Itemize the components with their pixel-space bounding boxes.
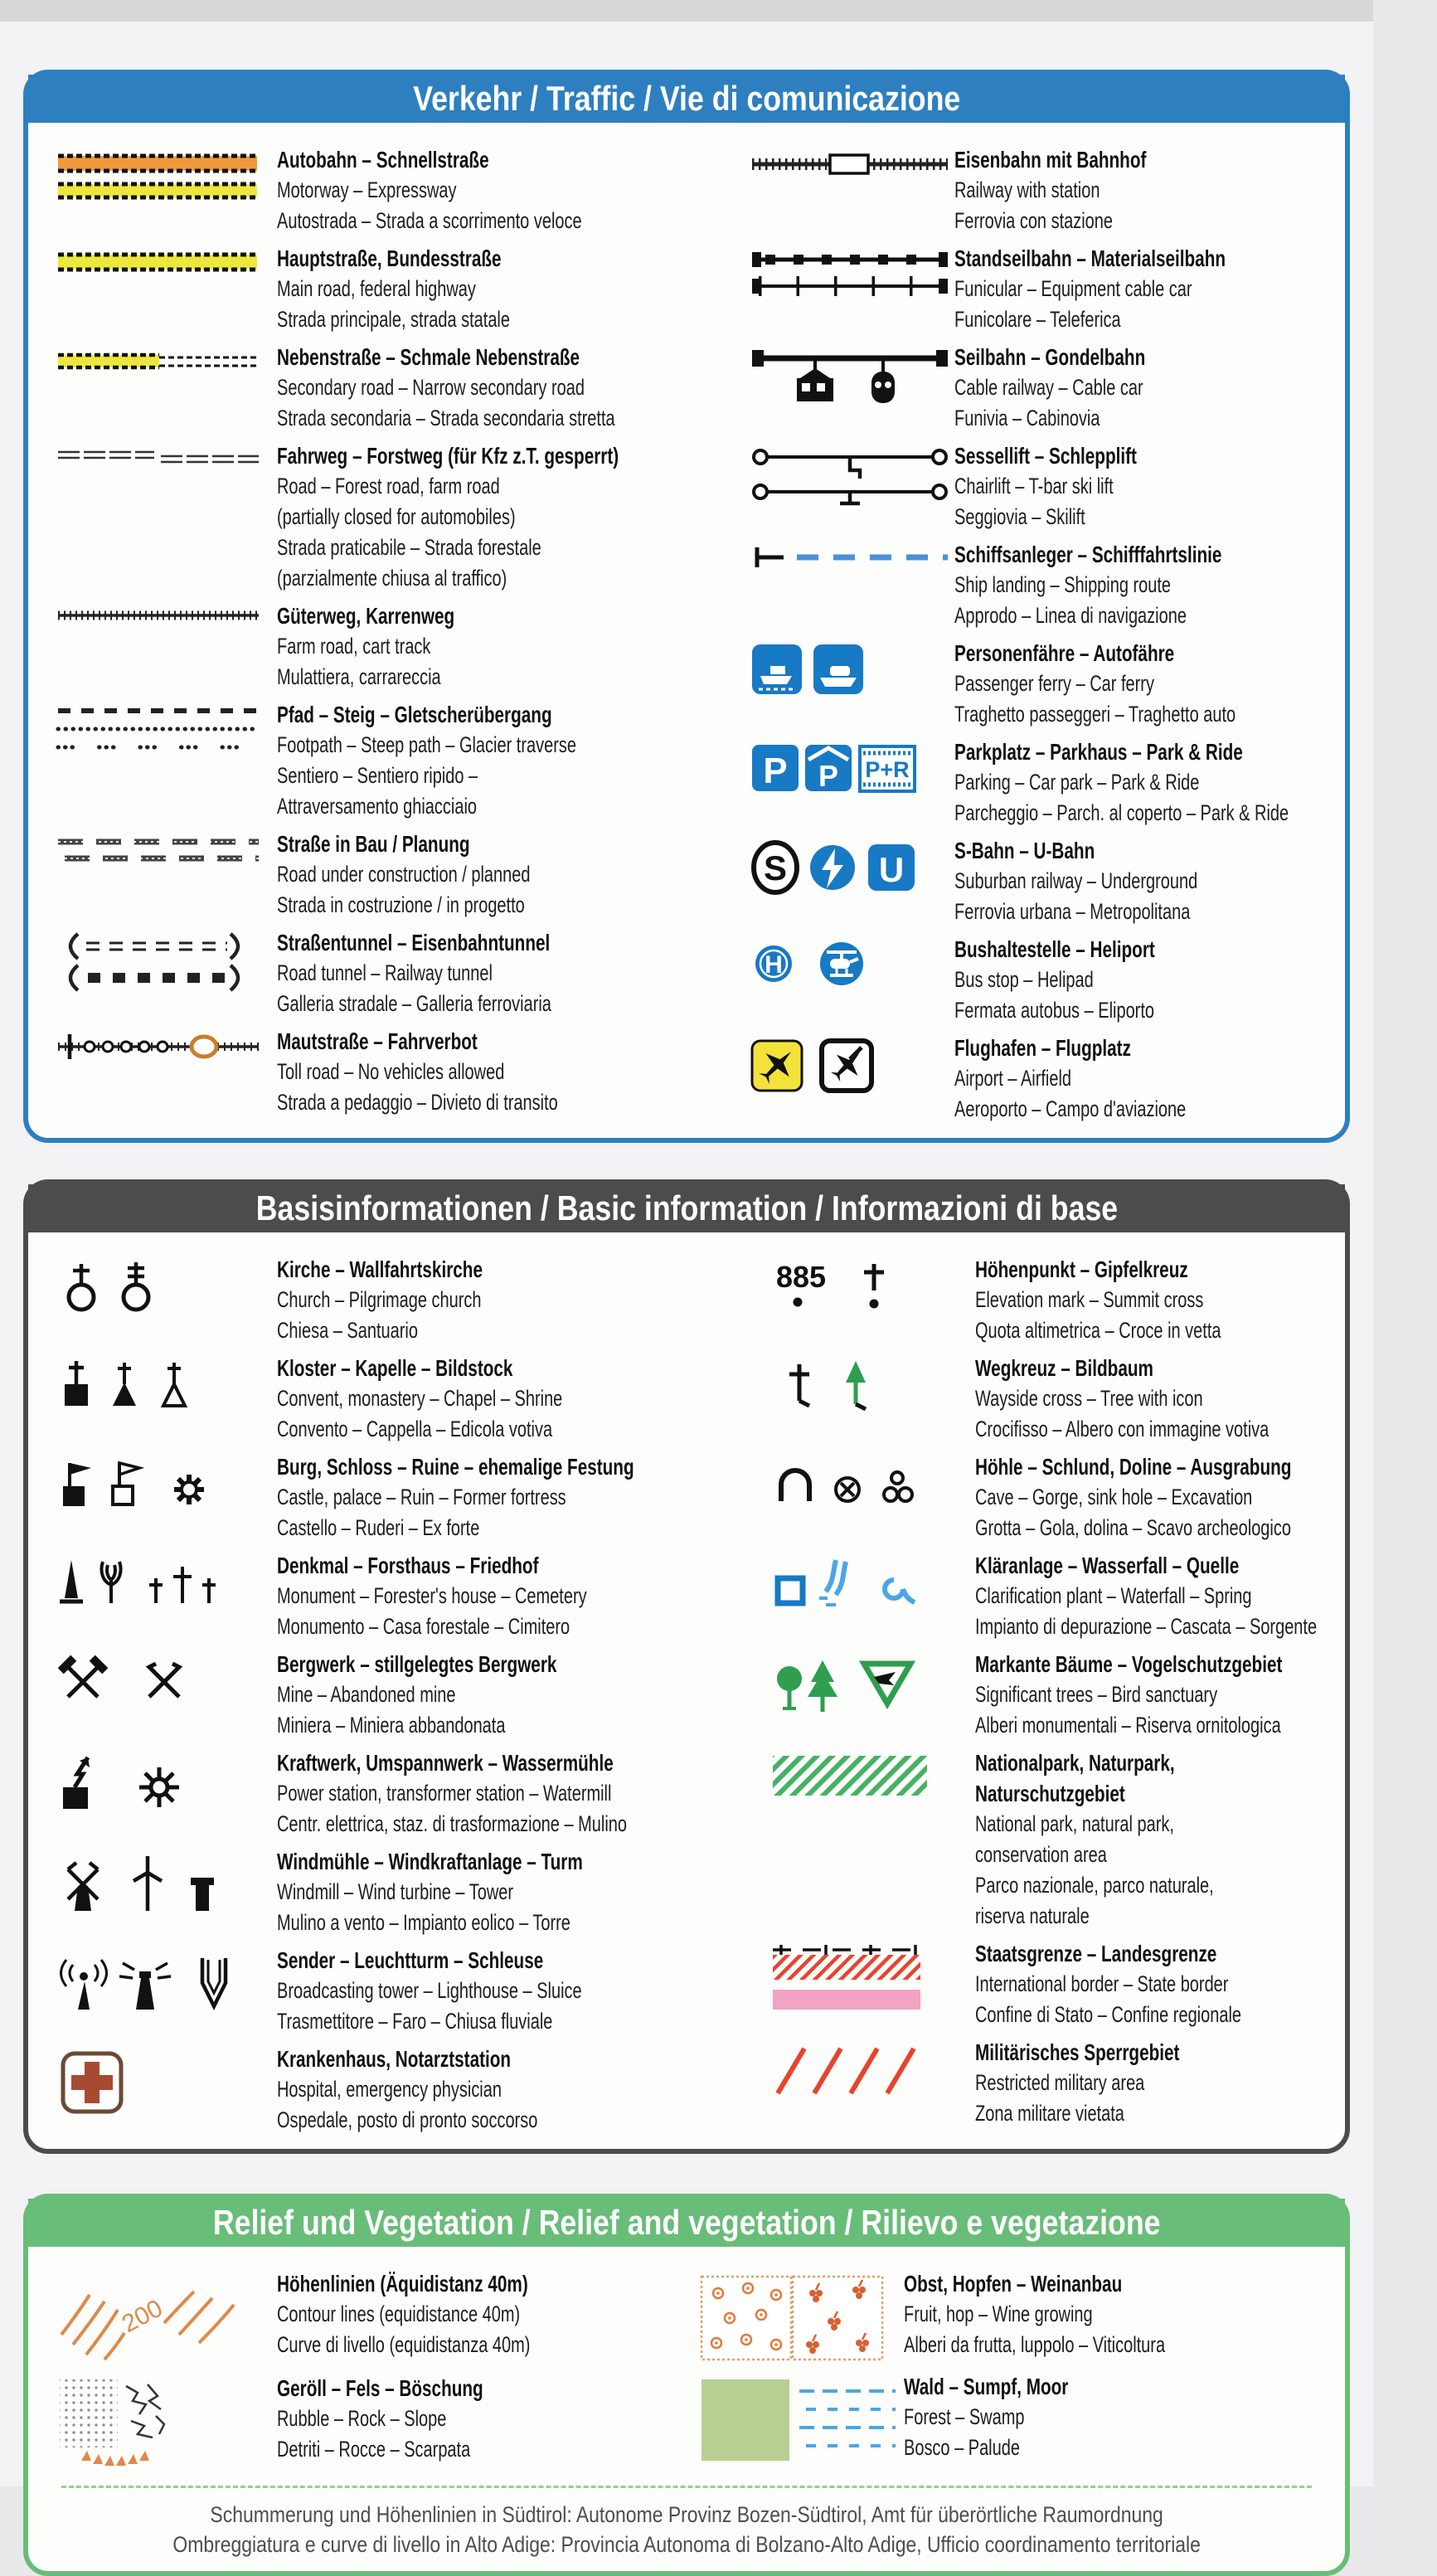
entry-line: Farm road, cart track	[277, 634, 431, 659]
traffic-panel-header	[28, 75, 1345, 123]
secondary-road-icon	[28, 342, 277, 375]
sbahn-ubahn-icon	[739, 835, 954, 895]
entry-line: Elevation mark – Summit cross	[974, 1287, 1204, 1312]
entry-line: Windmill – Wind turbine – Tower	[277, 1879, 514, 1904]
basic-info-panel-title: Basisinformationen / Basic information / Informazioni di base	[255, 1188, 1118, 1227]
svg-text:P: P	[818, 759, 838, 793]
entry-term: Bushaltestelle – Heliport	[954, 936, 1155, 962]
state-border-icon	[760, 1938, 975, 2013]
entry-term: Militärisches Sperrgebiet	[974, 2039, 1180, 2065]
entry-term: Staatsgrenze – Landesgrenze	[974, 1941, 1217, 1966]
military-area-icon	[760, 2037, 975, 2100]
legend-entry-clarification-plant	[760, 1550, 1437, 1642]
footnote-line-de: Schummerung und Höhenlinien in Südtirol: Autonome Provinz Bozen-Südtirol, Amt für überörtliche Raumordnung	[210, 2502, 1163, 2527]
entry-term: S-Bahn – U-Bahn	[954, 838, 1095, 863]
entry-term: Sessellift – Schlepplift	[954, 443, 1137, 469]
legend-entry-castle	[28, 1451, 760, 1543]
entry-line: Passenger ferry – Car ferry	[954, 671, 1154, 696]
transmitter-lighthouse-sluice-icon	[28, 1945, 277, 2015]
entry-line: Ferrovia con stazione	[954, 208, 1113, 233]
entry-line: Ferrovia urbana – Metropolitana	[954, 899, 1191, 924]
toll-road-icon	[28, 1026, 277, 1062]
entry-term: Straßentunnel – Eisenbahntunnel	[277, 930, 551, 955]
scan-edge-strip	[0, 0, 1373, 22]
legend-entry-hospital	[28, 2044, 760, 2136]
relief-left-column	[28, 2268, 688, 2476]
entry-line: Traghetto passeggeri – Traghetto auto	[954, 702, 1236, 727]
entry-line: Alberi da frutta, luppolo – Viticoltura	[904, 2332, 1166, 2357]
legend-entry-railway	[739, 144, 1406, 236]
legend-entry-funicular	[739, 243, 1406, 335]
entry-line: Crocifisso – Albero con immagine votiva	[974, 1417, 1270, 1441]
entry-line: Contour lines (equidistance 40m)	[277, 2301, 521, 2326]
entry-term: Höhenlinien (Äquidistanz 40m)	[277, 2271, 528, 2297]
entry-term: Kloster – Kapelle – Bildstock	[277, 1355, 513, 1381]
entry-line: Parco nazionale, parco naturale,	[974, 1873, 1214, 1898]
entry-term: Autobahn – Schnellstraße	[277, 147, 489, 173]
traffic-panel-title: Verkehr / Traffic / Vie di comunicazione	[412, 79, 961, 118]
castle-ruin-fortress-icon	[28, 1451, 277, 1514]
entry-term: Wegkreuz – Bildbaum	[974, 1355, 1153, 1381]
svg-text:S: S	[763, 848, 787, 887]
autobahn-motorway-icon	[28, 144, 277, 204]
entry-line: Castello – Ruderi – Ex forte	[277, 1515, 480, 1540]
entry-line: Attraversamento ghiacciaio	[277, 794, 477, 819]
basic-left-column	[28, 1254, 760, 2136]
entry-line: Wayside cross – Tree with icon	[974, 1386, 1203, 1411]
contour-lines-icon	[28, 2268, 277, 2366]
legend-entry-power-station	[28, 1747, 760, 1840]
entry-line: Monumento – Casa forestale – Cimitero	[277, 1614, 570, 1639]
basic-info-panel-header	[28, 1184, 1345, 1232]
entry-term: Kirche – Wallfahrtskirche	[277, 1256, 483, 1282]
footpath-icon	[28, 699, 277, 756]
legend-entry-transmitter	[28, 1945, 760, 2037]
entry-term: Höhenpunkt – Gipfelkreuz	[974, 1256, 1188, 1282]
entry-line: Railway with station	[954, 177, 1100, 202]
legend-entry-windmill	[28, 1846, 760, 1938]
legend-entry-footpath	[28, 699, 739, 822]
entry-line: Main road, federal highway	[277, 276, 476, 301]
entry-term: Nebenstraße – Schmale Nebenstraße	[277, 344, 580, 370]
legend-entry-airport	[739, 1033, 1406, 1125]
svg-text:U: U	[878, 850, 905, 889]
legend-entry-chairlift	[739, 440, 1406, 532]
national-park-icon	[760, 1747, 975, 1799]
legend-entry-forest-swamp	[688, 2371, 1345, 2466]
entry-line: Strada praticabile – Strada forestale	[277, 535, 541, 560]
entry-line: Grotta – Gola, dolina – Scavo archeologico	[974, 1515, 1291, 1540]
entry-term: Krankenhaus, Notarztstation	[277, 2046, 512, 2072]
legend-entry-trees-bird-sanctuary	[760, 1649, 1437, 1741]
entry-term: Obst, Hopfen – Weinanbau	[904, 2271, 1123, 2297]
fruit-hop-wine-icon	[688, 2268, 904, 2365]
entry-line: Autostrada – Strada a scorrimento veloce	[277, 208, 582, 233]
relief-panel-header	[28, 2199, 1345, 2247]
entry-line: Significant trees – Bird sanctuary	[974, 1682, 1218, 1707]
traffic-right-column	[739, 144, 1406, 1125]
entry-line: Curve di livello (equidistanza 40m)	[277, 2332, 531, 2357]
ship-landing-icon	[739, 539, 954, 571]
entry-term: Sender – Leuchtturm – Schleuse	[277, 1947, 544, 1973]
entry-line: Impianto di depurazione – Cascata – Sorgente	[974, 1614, 1318, 1639]
legend-entry-ship-landing	[739, 539, 1406, 631]
entry-line: Centr. elettrica, staz. di trasformazione – Mulino	[277, 1811, 627, 1836]
entry-term: Markante Bäume – Vogelschutzgebiet	[974, 1651, 1283, 1677]
legend-entry-sbahn-ubahn	[739, 835, 1406, 927]
legend-entry-national-park	[760, 1747, 1437, 1932]
parking-icon	[739, 736, 954, 796]
cart-track-icon	[28, 600, 277, 625]
entry-line: (partially closed for automobiles)	[277, 504, 516, 529]
entry-line: Motorway – Expressway	[277, 177, 457, 202]
railway-with-station-icon	[739, 144, 954, 179]
monument-forester-cemetery-icon	[28, 1550, 277, 1613]
entry-line: Mulino a vento – Impianto eolico – Torre	[277, 1910, 570, 1935]
bus-stop-heliport-icon	[739, 934, 954, 989]
legend-entry-elevation	[760, 1254, 1437, 1346]
entry-line: Cave – Gorge, sink hole – Excavation	[974, 1485, 1253, 1509]
footnote	[61, 2486, 1312, 2559]
entry-line: Parcheggio – Parch. al coperto – Park & Ride	[954, 800, 1289, 825]
entry-line: Secondary road – Narrow secondary road	[277, 375, 585, 400]
entry-term: Kraftwerk, Umspannwerk – Wassermühle	[277, 1750, 614, 1776]
svg-text:P: P	[763, 751, 788, 791]
entry-term: Denkmal – Forsthaus – Friedhof	[277, 1553, 539, 1578]
windmill-turbine-tower-icon	[28, 1846, 277, 1914]
legend-entry-monument	[28, 1550, 760, 1642]
legend-entry-cave	[760, 1451, 1437, 1543]
tunnel-icon	[28, 927, 277, 992]
entry-term: Straße in Bau / Planung	[277, 831, 470, 857]
entry-line: Sentiero – Sentiero ripido –	[277, 763, 478, 788]
cave-doline-excavation-icon	[760, 1451, 975, 1509]
entry-term: Mautstraße – Fahrverbot	[277, 1028, 478, 1054]
entry-line: Toll road – No vehicles allowed	[277, 1059, 505, 1084]
entry-line: Footpath – Steep path – Glacier traverse	[277, 732, 576, 757]
legend-entry-church	[28, 1254, 760, 1346]
entry-line: Zona militare vietata	[974, 2101, 1124, 2126]
entry-term: Flughafen – Flugplatz	[954, 1035, 1131, 1061]
airport-icon	[739, 1033, 954, 1094]
legend-entry-military-area	[760, 2037, 1437, 2129]
ferry-icon	[739, 638, 954, 697]
legend-entry-main-road	[28, 243, 739, 335]
svg-text:885: 885	[775, 1260, 826, 1294]
entry-line: (parzialmente chiusa al traffico)	[277, 566, 507, 591]
entry-line: Strada a pedaggio – Divieto di transito	[277, 1090, 558, 1115]
legend-entry-bus-stop-heliport	[739, 934, 1406, 1026]
entry-term: Parkplatz – Parkhaus – Park & Ride	[954, 739, 1243, 765]
legend-entry-secondary-road	[28, 342, 739, 434]
traffic-panel	[23, 70, 1350, 1143]
entry-line: Strada in costruzione / in progetto	[277, 892, 525, 917]
cable-car-icon	[739, 342, 954, 416]
rubble-rock-slope-icon	[28, 2373, 277, 2476]
entry-line: Seggiovia – Skilift	[954, 504, 1085, 529]
legend-entry-autobahn	[28, 144, 739, 236]
entry-line: Road under construction / planned	[277, 862, 531, 887]
legend-entry-fruit-wine	[688, 2268, 1345, 2365]
entry-term: Höhle – Schlund, Doline – Ausgrabung	[974, 1454, 1292, 1480]
entry-line: Bosco – Palude	[904, 2435, 1020, 2460]
entry-line: Confine di Stato – Confine regionale	[974, 2002, 1241, 2027]
road-under-construction-icon	[28, 829, 277, 868]
clarification-waterfall-spring-icon	[760, 1550, 975, 1615]
legend-entry-ferry	[739, 638, 1406, 730]
legend-entry-mine	[28, 1649, 760, 1741]
entry-line: Rubble – Rock – Slope	[277, 2406, 447, 2431]
legend-entry-road-under-construction	[28, 829, 739, 921]
entry-line: Road – Forest road, farm road	[277, 474, 500, 498]
entry-term: Kläranlage – Wasserfall – Quelle	[974, 1553, 1240, 1578]
entry-line: Road tunnel – Railway tunnel	[277, 960, 493, 985]
entry-line: riserva naturale	[974, 1903, 1090, 1928]
entry-term: Burg, Schloss – Ruine – ehemalige Festung	[277, 1454, 634, 1480]
svg-text:200: 200	[117, 2294, 167, 2339]
entry-line: Clarification plant – Waterfall – Spring	[974, 1583, 1252, 1608]
relief-panel-title: Relief und Vegetation / Relief and vegetation / Rilievo e vegetazione	[212, 2203, 1161, 2242]
entry-line: International border – State border	[974, 1971, 1229, 1996]
entry-term: Naturschutzgebiet	[974, 1781, 1125, 1806]
basic-info-panel	[23, 1179, 1350, 2154]
legend-entry-parking	[739, 736, 1406, 829]
legend-entry-rubble-rock	[28, 2373, 688, 2476]
entry-line: Forest – Swamp	[904, 2404, 1025, 2429]
entry-term: Seilbahn – Gondelbahn	[954, 344, 1146, 370]
entry-line: Parking – Car park – Park & Ride	[954, 770, 1200, 795]
entry-term: Hauptstraße, Bundesstraße	[277, 245, 502, 271]
entry-line: Strada principale, strada statale	[277, 307, 510, 332]
chairlift-icon	[739, 440, 954, 507]
entry-line: Ospedale, posto di pronto soccorso	[277, 2107, 538, 2132]
hospital-icon	[28, 2044, 277, 2117]
traffic-left-column	[28, 144, 739, 1125]
power-station-watermill-icon	[28, 1747, 277, 1812]
entry-line: Castle, palace – Ruin – Former fortress	[277, 1485, 566, 1509]
mine-icon	[28, 1649, 277, 1705]
legend-entry-cart-track	[28, 600, 739, 693]
entry-term: Personenfähre – Autofähre	[954, 640, 1175, 666]
main-road-icon	[28, 243, 277, 276]
entry-line: Mine – Abandoned mine	[277, 1682, 456, 1707]
legend-entry-forest-road	[28, 440, 739, 594]
entry-line: Power station, transformer station – Watermill	[277, 1781, 612, 1806]
entry-term: Eisenbahn mit Bahnhof	[954, 147, 1147, 173]
entry-line: Quota altimetrica – Croce in vetta	[974, 1318, 1221, 1343]
entry-line: Trasmettitore – Faro – Chiusa fluviale	[277, 2009, 553, 2034]
entry-line: Strada secondaria – Strada secondaria stretta	[277, 406, 615, 430]
entry-term: Nationalpark, Naturpark,	[974, 1750, 1175, 1776]
entry-line: Restricted military area	[974, 2070, 1145, 2095]
entry-term: Standseilbahn – Materialseilbahn	[954, 245, 1226, 271]
footnote-line-it: Ombreggiatura e curve di livello in Alto Adige: Provincia Autonoma di Bolzano-Alto Adige, Ufficio coordinamento territoriale	[172, 2532, 1201, 2557]
entry-term: Wald – Sumpf, Moor	[904, 2374, 1069, 2399]
basic-right-column	[760, 1254, 1437, 2136]
entry-line: Convent, monastery – Chapel – Shrine	[277, 1386, 563, 1411]
entry-line: Hospital, emergency physician	[277, 2077, 502, 2102]
entry-line: Mulattiera, carrareccia	[277, 664, 441, 689]
entry-line: Galleria stradale – Galleria ferroviaria	[277, 991, 551, 1016]
legend-entry-monastery	[28, 1353, 760, 1445]
entry-term: Bergwerk – stillgelegtes Bergwerk	[277, 1651, 557, 1677]
legend-entry-contour-lines	[28, 2268, 688, 2366]
wayside-cross-tree-icon	[760, 1353, 975, 1412]
legend-entry-tunnel	[28, 927, 739, 1019]
entry-line: National park, natural park,	[974, 1811, 1174, 1836]
trees-bird-sanctuary-icon	[760, 1649, 975, 1718]
entry-line: Ship landing – Shipping route	[954, 572, 1172, 597]
legend-entry-wayside-cross	[760, 1353, 1437, 1445]
entry-line: Detriti – Rocce – Scarpata	[277, 2437, 471, 2462]
entry-line: Cable railway – Cable car	[954, 375, 1143, 400]
entry-line: Funicolare – Teleferica	[954, 307, 1121, 332]
entry-line: Miniera – Miniera abbandonata	[277, 1713, 506, 1738]
svg-text:H: H	[765, 951, 783, 979]
monastery-chapel-shrine-icon	[28, 1353, 277, 1412]
legend-entry-toll-road	[28, 1026, 739, 1118]
funicular-icon	[739, 243, 954, 301]
church-icon	[28, 1254, 277, 1317]
forest-swamp-icon	[688, 2371, 904, 2466]
entry-line: Aeroporto – Campo d'aviazione	[954, 1096, 1187, 1121]
entry-line: Convento – Cappella – Edicola votiva	[277, 1417, 553, 1441]
legend-entry-state-border	[760, 1938, 1437, 2030]
entry-term: Pfad – Steig – Gletscherübergang	[277, 702, 552, 727]
entry-term: Windmühle – Windkraftanlage – Turm	[277, 1849, 583, 1874]
entry-line: conservation area	[974, 1842, 1107, 1867]
entry-line: Broadcasting tower – Lighthouse – Sluice	[277, 1978, 582, 2003]
entry-line: Chiesa – Santuario	[277, 1318, 418, 1343]
relief-right-column	[688, 2268, 1345, 2476]
relief-panel	[23, 2194, 1350, 2576]
svg-text:P+R: P+R	[865, 757, 910, 782]
entry-line: Fruit, hop – Wine growing	[904, 2301, 1093, 2326]
entry-line: Chairlift – T-bar ski lift	[954, 474, 1114, 498]
entry-line: Alberi monumentali – Riserva ornitologica	[974, 1713, 1281, 1738]
legend-entry-cable-car	[739, 342, 1406, 434]
forest-road-icon	[28, 440, 277, 470]
entry-line: Approdo – Linea di navigazione	[954, 603, 1187, 628]
entry-line: Bus stop – Helipad	[954, 967, 1094, 992]
entry-term: Schiffsanleger – Schifffahrtslinie	[954, 542, 1222, 567]
entry-term: Güterweg, Karrenweg	[277, 603, 455, 629]
entry-line: Suburban railway – Underground	[954, 868, 1198, 893]
entry-line: Funivia – Cabinovia	[954, 406, 1100, 430]
entry-line: Funicular – Equipment cable car	[954, 276, 1192, 301]
entry-line: Church – Pilgrimage church	[277, 1287, 482, 1312]
entry-line: Fermata autobus – Eliporto	[954, 998, 1154, 1023]
entry-term: Fahrweg – Forstweg (für Kfz z.T. gesperrt)	[277, 443, 619, 469]
entry-line: Monument – Forester's house – Cemetery	[277, 1583, 587, 1608]
elevation-summit-cross-icon	[760, 1254, 975, 1314]
entry-term: Geröll – Fels – Böschung	[277, 2375, 483, 2401]
entry-line: Airport – Airfield	[954, 1066, 1071, 1091]
